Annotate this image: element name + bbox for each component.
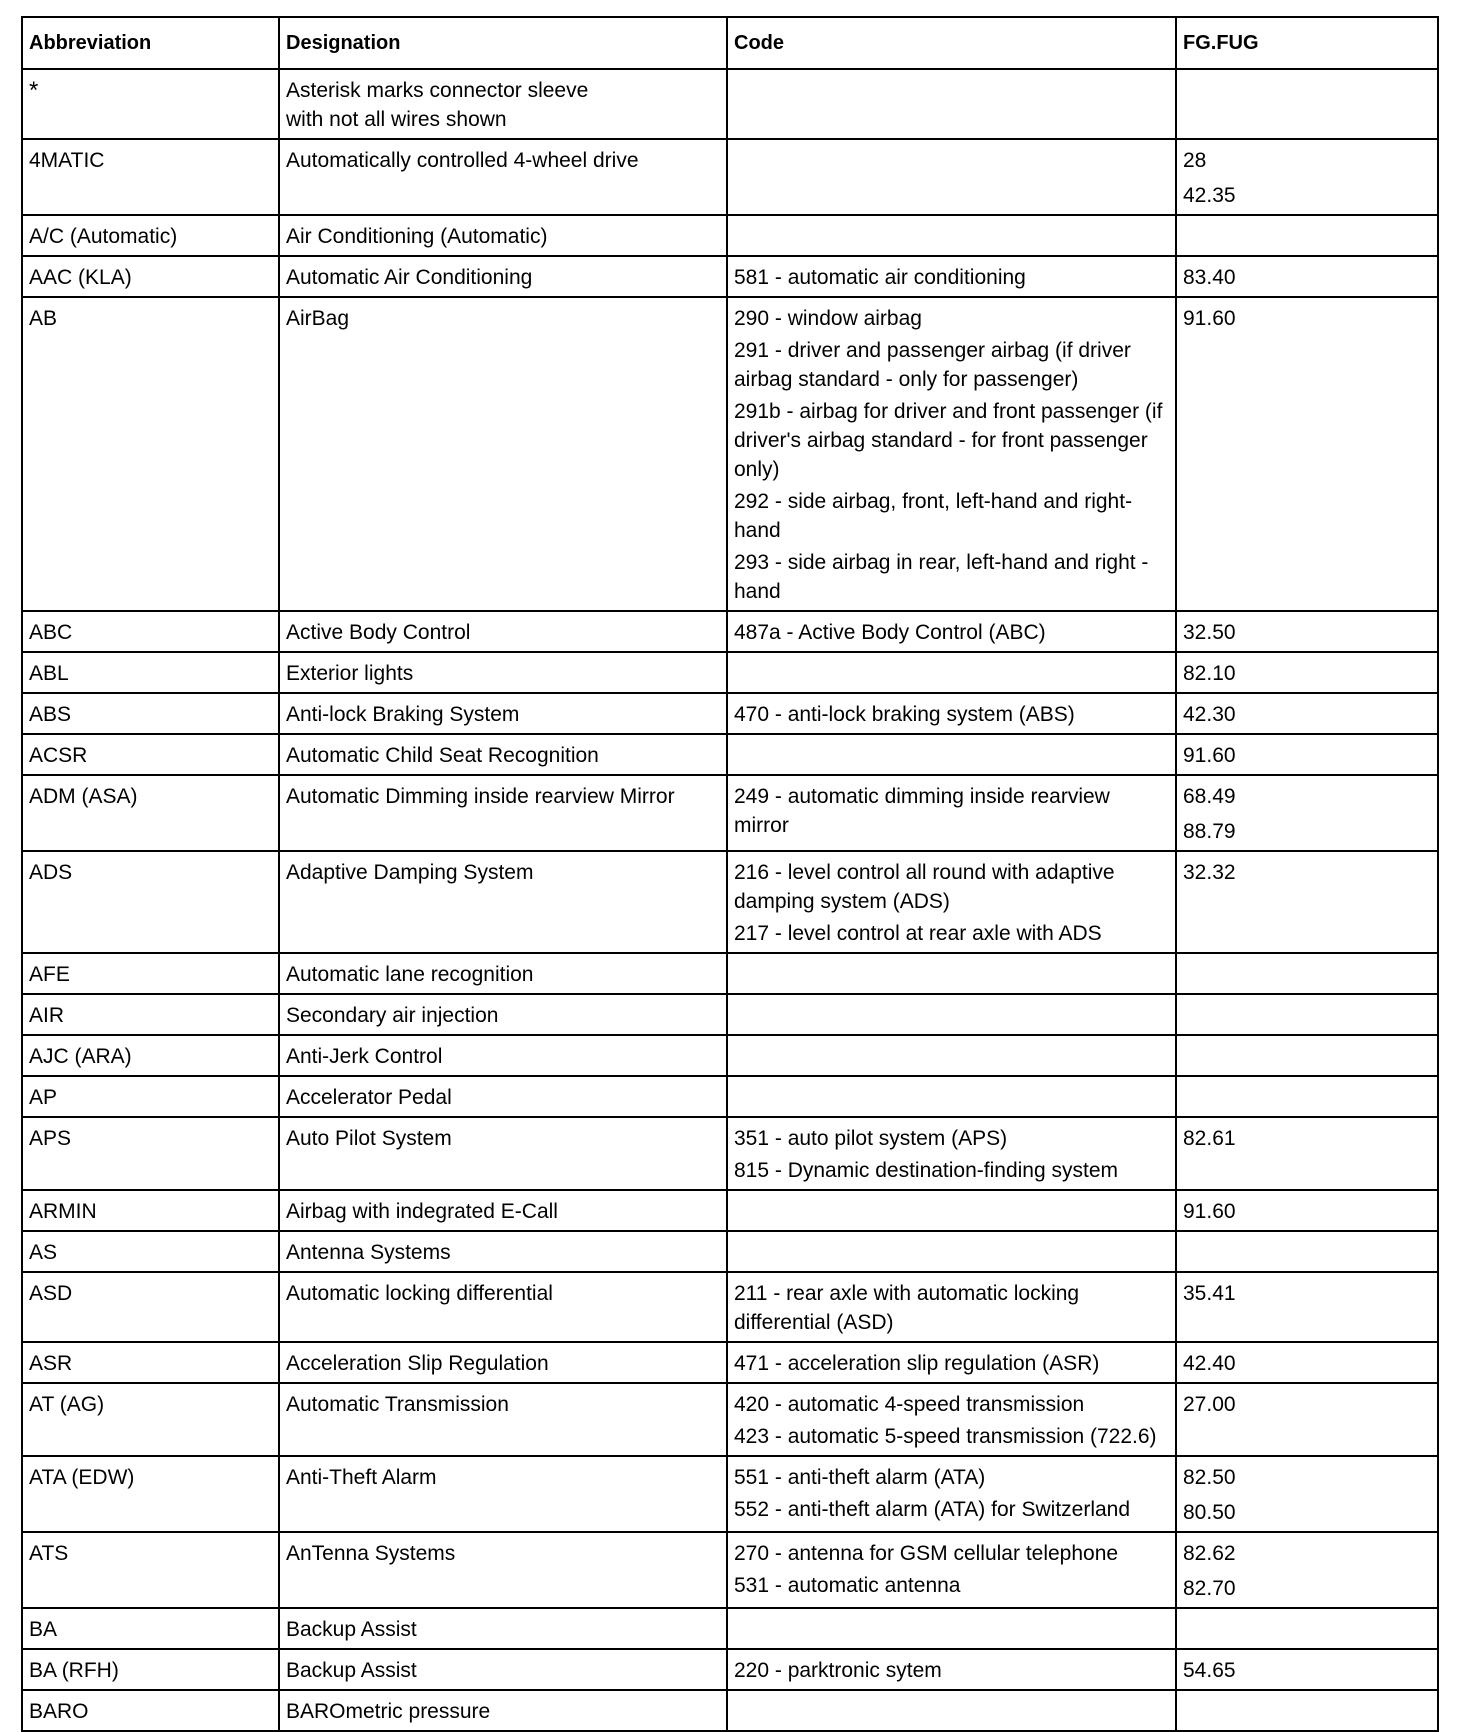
code-cell	[727, 775, 1176, 851]
fg-fug-value: 91.60	[1183, 307, 1236, 330]
table-row	[22, 851, 1438, 953]
designation-cell	[279, 1608, 727, 1649]
table-row	[22, 1272, 1438, 1342]
abbreviation-cell: ATS	[22, 1532, 279, 1608]
fg-fug-cell	[1176, 1690, 1438, 1731]
table-row	[22, 1383, 1438, 1456]
code-cell	[727, 1342, 1176, 1383]
code-cell	[727, 1190, 1176, 1231]
designation-cell	[279, 1272, 727, 1342]
designation-text: Automatic Air Conditioning	[286, 266, 533, 289]
code-entry: 420 - automatic 4-speed transmission	[734, 1393, 1085, 1416]
designation-text: Antenna Systems	[286, 1241, 451, 1264]
designation-text: Automatic Dimming inside rearview Mirror	[286, 785, 675, 808]
designation-cell	[279, 215, 727, 256]
fg-fug-cell	[1176, 1532, 1438, 1608]
designation-cell	[279, 1383, 727, 1456]
abbreviation-cell: ABL	[22, 652, 279, 693]
table-row	[22, 611, 1438, 652]
fg-fug-cell	[1176, 1456, 1438, 1532]
designation-text: Adaptive Damping System	[286, 861, 534, 884]
code-entry: 270 - antenna for GSM cellular telephone	[734, 1542, 1119, 1565]
table-row	[22, 994, 1438, 1035]
fg-fug-cell	[1176, 693, 1438, 734]
table-row	[22, 215, 1438, 256]
fg-fug-value: 82.50	[1183, 1466, 1236, 1489]
designation-text: Automatic lane recognition	[286, 963, 534, 986]
code-cell	[727, 1035, 1176, 1076]
abbreviation-cell: BA (RFH)	[22, 1649, 279, 1690]
table-row	[22, 775, 1438, 851]
abbreviation-cell: AJC (ARA)	[22, 1035, 279, 1076]
fg-fug-cell	[1176, 652, 1438, 693]
fg-fug-cell	[1176, 139, 1438, 215]
fg-fug-value: 32.32	[1183, 861, 1236, 884]
abbreviation-cell: BA	[22, 1608, 279, 1649]
code-entry: 531 - automatic antenna	[734, 1574, 961, 1597]
designation-text: Anti-Jerk Control	[286, 1045, 443, 1068]
code-entry: 217 - level control at rear axle with ADS	[734, 922, 1102, 945]
code-cell	[727, 1383, 1176, 1456]
code-entry: 291b - airbag for driver and front passenger (if driver's airbag standard - for front passenger only)	[734, 400, 1163, 481]
designation-text: with not all wires shown	[286, 108, 507, 131]
designation-text: Automatic locking differential	[286, 1282, 553, 1305]
designation-cell	[279, 994, 727, 1035]
fg-fug-value: 68.49	[1183, 785, 1236, 808]
fg-fug-cell	[1176, 256, 1438, 297]
fg-fug-cell	[1176, 1649, 1438, 1690]
header-fg-fug: FG.FUG	[1176, 17, 1438, 69]
code-entry: 249 - automatic dimming inside rearview mirror	[734, 785, 1110, 837]
fg-fug-cell	[1176, 1342, 1438, 1383]
code-cell	[727, 611, 1176, 652]
code-cell	[727, 1076, 1176, 1117]
code-cell	[727, 1649, 1176, 1690]
code-cell	[727, 1456, 1176, 1532]
fg-fug-cell	[1176, 297, 1438, 611]
designation-text: BAROmetric pressure	[286, 1700, 491, 1723]
designation-text: Automatically controlled 4-wheel drive	[286, 149, 639, 172]
table-row	[22, 953, 1438, 994]
code-cell	[727, 1231, 1176, 1272]
designation-text: AnTenna Systems	[286, 1542, 456, 1565]
code-entry: 293 - side airbag in rear, left-hand and right -hand	[734, 551, 1149, 603]
fg-fug-cell	[1176, 1608, 1438, 1649]
code-entry: 220 - parktronic sytem	[734, 1659, 942, 1682]
table-row	[22, 1532, 1438, 1608]
fg-fug-value: 82.70	[1183, 1577, 1236, 1600]
fg-fug-value: 32.50	[1183, 621, 1236, 644]
abbreviation-cell: AT (AG)	[22, 1383, 279, 1456]
fg-fug-value: 35.41	[1183, 1282, 1236, 1305]
fg-fug-cell	[1176, 1117, 1438, 1190]
designation-cell	[279, 1456, 727, 1532]
code-entry: 291 - driver and passenger airbag (if driver airbag standard - only for passenger)	[734, 339, 1131, 391]
designation-cell	[279, 1035, 727, 1076]
code-cell	[727, 953, 1176, 994]
fg-fug-cell	[1176, 215, 1438, 256]
table-row	[22, 297, 1438, 611]
designation-cell	[279, 1532, 727, 1608]
fg-fug-value: 88.79	[1183, 820, 1236, 843]
fg-fug-value: 27.00	[1183, 1393, 1236, 1416]
designation-cell	[279, 1190, 727, 1231]
table-row	[22, 734, 1438, 775]
code-entry: 581 - automatic air conditioning	[734, 266, 1026, 289]
fg-fug-cell	[1176, 69, 1438, 139]
table-body	[22, 69, 1438, 1731]
fg-fug-value: 28	[1183, 149, 1207, 172]
designation-cell	[279, 953, 727, 994]
code-entry: 815 - Dynamic destination-finding system	[734, 1159, 1119, 1182]
abbreviation-cell: ATA (EDW)	[22, 1456, 279, 1532]
abbreviation-cell: *	[22, 69, 279, 139]
code-entry: 290 - window airbag	[734, 307, 922, 330]
fg-fug-cell	[1176, 1190, 1438, 1231]
designation-cell	[279, 256, 727, 297]
designation-text: Backup Assist	[286, 1618, 417, 1641]
table-row	[22, 1608, 1438, 1649]
abbreviation-cell: AIR	[22, 994, 279, 1035]
designation-cell	[279, 1342, 727, 1383]
abbreviation-cell: ASR	[22, 1342, 279, 1383]
designation-cell	[279, 1231, 727, 1272]
designation-text: Active Body Control	[286, 621, 471, 644]
fg-fug-value: 42.35	[1183, 184, 1236, 207]
code-cell	[727, 734, 1176, 775]
designation-text: AirBag	[286, 307, 350, 330]
abbreviation-cell: AAC (KLA)	[22, 256, 279, 297]
abbreviation-cell: APS	[22, 1117, 279, 1190]
abbreviation-cell: ASD	[22, 1272, 279, 1342]
table-row	[22, 1690, 1438, 1731]
table-row	[22, 693, 1438, 734]
fg-fug-value: 80.50	[1183, 1501, 1236, 1524]
code-entry: 351 - auto pilot system (APS)	[734, 1127, 1008, 1150]
table-row	[22, 1035, 1438, 1076]
designation-cell	[279, 1117, 727, 1190]
fg-fug-cell	[1176, 775, 1438, 851]
code-cell	[727, 1532, 1176, 1608]
designation-cell	[279, 1076, 727, 1117]
abbreviation-cell: AB	[22, 297, 279, 611]
code-entry: 471 - acceleration slip regulation (ASR)	[734, 1352, 1100, 1375]
designation-text: Accelerator Pedal	[286, 1086, 452, 1109]
code-entry: 487a - Active Body Control (ABC)	[734, 621, 1046, 644]
abbreviation-cell: ARMIN	[22, 1190, 279, 1231]
fg-fug-cell	[1176, 994, 1438, 1035]
designation-cell	[279, 1649, 727, 1690]
designation-text: Acceleration Slip Regulation	[286, 1352, 549, 1375]
code-cell	[727, 69, 1176, 139]
abbreviation-cell: BARO	[22, 1690, 279, 1731]
table-row	[22, 1456, 1438, 1532]
abbreviation-cell: AS	[22, 1231, 279, 1272]
code-cell	[727, 652, 1176, 693]
abbreviation-cell: 4MATIC	[22, 139, 279, 215]
designation-cell	[279, 139, 727, 215]
fg-fug-value: 82.61	[1183, 1127, 1236, 1150]
fg-fug-cell	[1176, 1231, 1438, 1272]
designation-text: Automatic Child Seat Recognition	[286, 744, 599, 767]
abbreviation-cell: ADM (ASA)	[22, 775, 279, 851]
designation-cell	[279, 1690, 727, 1731]
designation-text: Exterior lights	[286, 662, 414, 685]
designation-text: Secondary air injection	[286, 1004, 499, 1027]
code-cell	[727, 693, 1176, 734]
table-row	[22, 1190, 1438, 1231]
code-cell	[727, 1690, 1176, 1731]
abbreviation-cell: AP	[22, 1076, 279, 1117]
designation-cell	[279, 775, 727, 851]
fg-fug-cell	[1176, 1272, 1438, 1342]
table-row	[22, 69, 1438, 139]
fg-fug-value: 42.40	[1183, 1352, 1236, 1375]
abbreviation-cell: ABS	[22, 693, 279, 734]
abbreviation-cell: A/C (Automatic)	[22, 215, 279, 256]
header-abbreviation: Abbreviation	[22, 17, 279, 69]
table-row	[22, 256, 1438, 297]
table-row	[22, 652, 1438, 693]
designation-cell	[279, 297, 727, 611]
designation-text: Auto Pilot System	[286, 1127, 452, 1150]
table-row	[22, 1342, 1438, 1383]
code-cell	[727, 1608, 1176, 1649]
fg-fug-value: 82.62	[1183, 1542, 1236, 1565]
designation-text: Air Conditioning (Automatic)	[286, 225, 548, 248]
code-cell	[727, 994, 1176, 1035]
code-entry: 292 - side airbag, front, left-hand and right-hand	[734, 490, 1133, 542]
fg-fug-value: 91.60	[1183, 744, 1236, 767]
code-cell	[727, 215, 1176, 256]
header-code: Code	[727, 17, 1176, 69]
code-entry: 423 - automatic 5-speed transmission (722.6)	[734, 1425, 1157, 1448]
table-row	[22, 139, 1438, 215]
header-row	[22, 17, 1438, 69]
designation-text: Automatic Transmission	[286, 1393, 509, 1416]
designation-cell	[279, 734, 727, 775]
fg-fug-cell	[1176, 953, 1438, 994]
fg-fug-value: 91.60	[1183, 1200, 1236, 1223]
code-cell	[727, 1117, 1176, 1190]
abbreviation-cell: ADS	[22, 851, 279, 953]
abbreviation-cell: ACSR	[22, 734, 279, 775]
fg-fug-cell	[1176, 1076, 1438, 1117]
code-entry: 470 - anti-lock braking system (ABS)	[734, 703, 1075, 726]
designation-text: Asterisk marks connector sleeve	[286, 79, 589, 102]
designation-cell	[279, 693, 727, 734]
header-designation: Designation	[279, 17, 727, 69]
code-cell	[727, 1272, 1176, 1342]
code-cell	[727, 297, 1176, 611]
code-entry: 551 - anti-theft alarm (ATA)	[734, 1466, 986, 1489]
table-row	[22, 1117, 1438, 1190]
table-row	[22, 1076, 1438, 1117]
fg-fug-cell	[1176, 734, 1438, 775]
designation-text: Backup Assist	[286, 1659, 417, 1682]
code-cell	[727, 851, 1176, 953]
abbreviation-cell: AFE	[22, 953, 279, 994]
fg-fug-value: 54.65	[1183, 1659, 1236, 1682]
code-entry: 552 - anti-theft alarm (ATA) for Switzerland	[734, 1498, 1131, 1521]
fg-fug-cell	[1176, 611, 1438, 652]
fg-fug-cell	[1176, 1383, 1438, 1456]
designation-cell	[279, 851, 727, 953]
code-entry: 216 - level control all round with adaptive damping system (ADS)	[734, 861, 1115, 913]
fg-fug-cell	[1176, 851, 1438, 953]
designation-text: Anti-Theft Alarm	[286, 1466, 437, 1489]
designation-text: Anti-lock Braking System	[286, 703, 520, 726]
fg-fug-value: 82.10	[1183, 662, 1236, 685]
fg-fug-value: 42.30	[1183, 703, 1236, 726]
abbreviation-cell: ABC	[22, 611, 279, 652]
designation-cell	[279, 69, 727, 139]
designation-cell	[279, 652, 727, 693]
designation-cell	[279, 611, 727, 652]
code-cell	[727, 256, 1176, 297]
code-cell	[727, 139, 1176, 215]
abbreviation-table	[21, 16, 1439, 1732]
table-row	[22, 1231, 1438, 1272]
fg-fug-value: 83.40	[1183, 266, 1236, 289]
fg-fug-cell	[1176, 1035, 1438, 1076]
table-row	[22, 1649, 1438, 1690]
code-entry: 211 - rear axle with automatic locking differential (ASD)	[734, 1282, 1080, 1334]
designation-text: Airbag with indegrated E-Call	[286, 1200, 558, 1223]
